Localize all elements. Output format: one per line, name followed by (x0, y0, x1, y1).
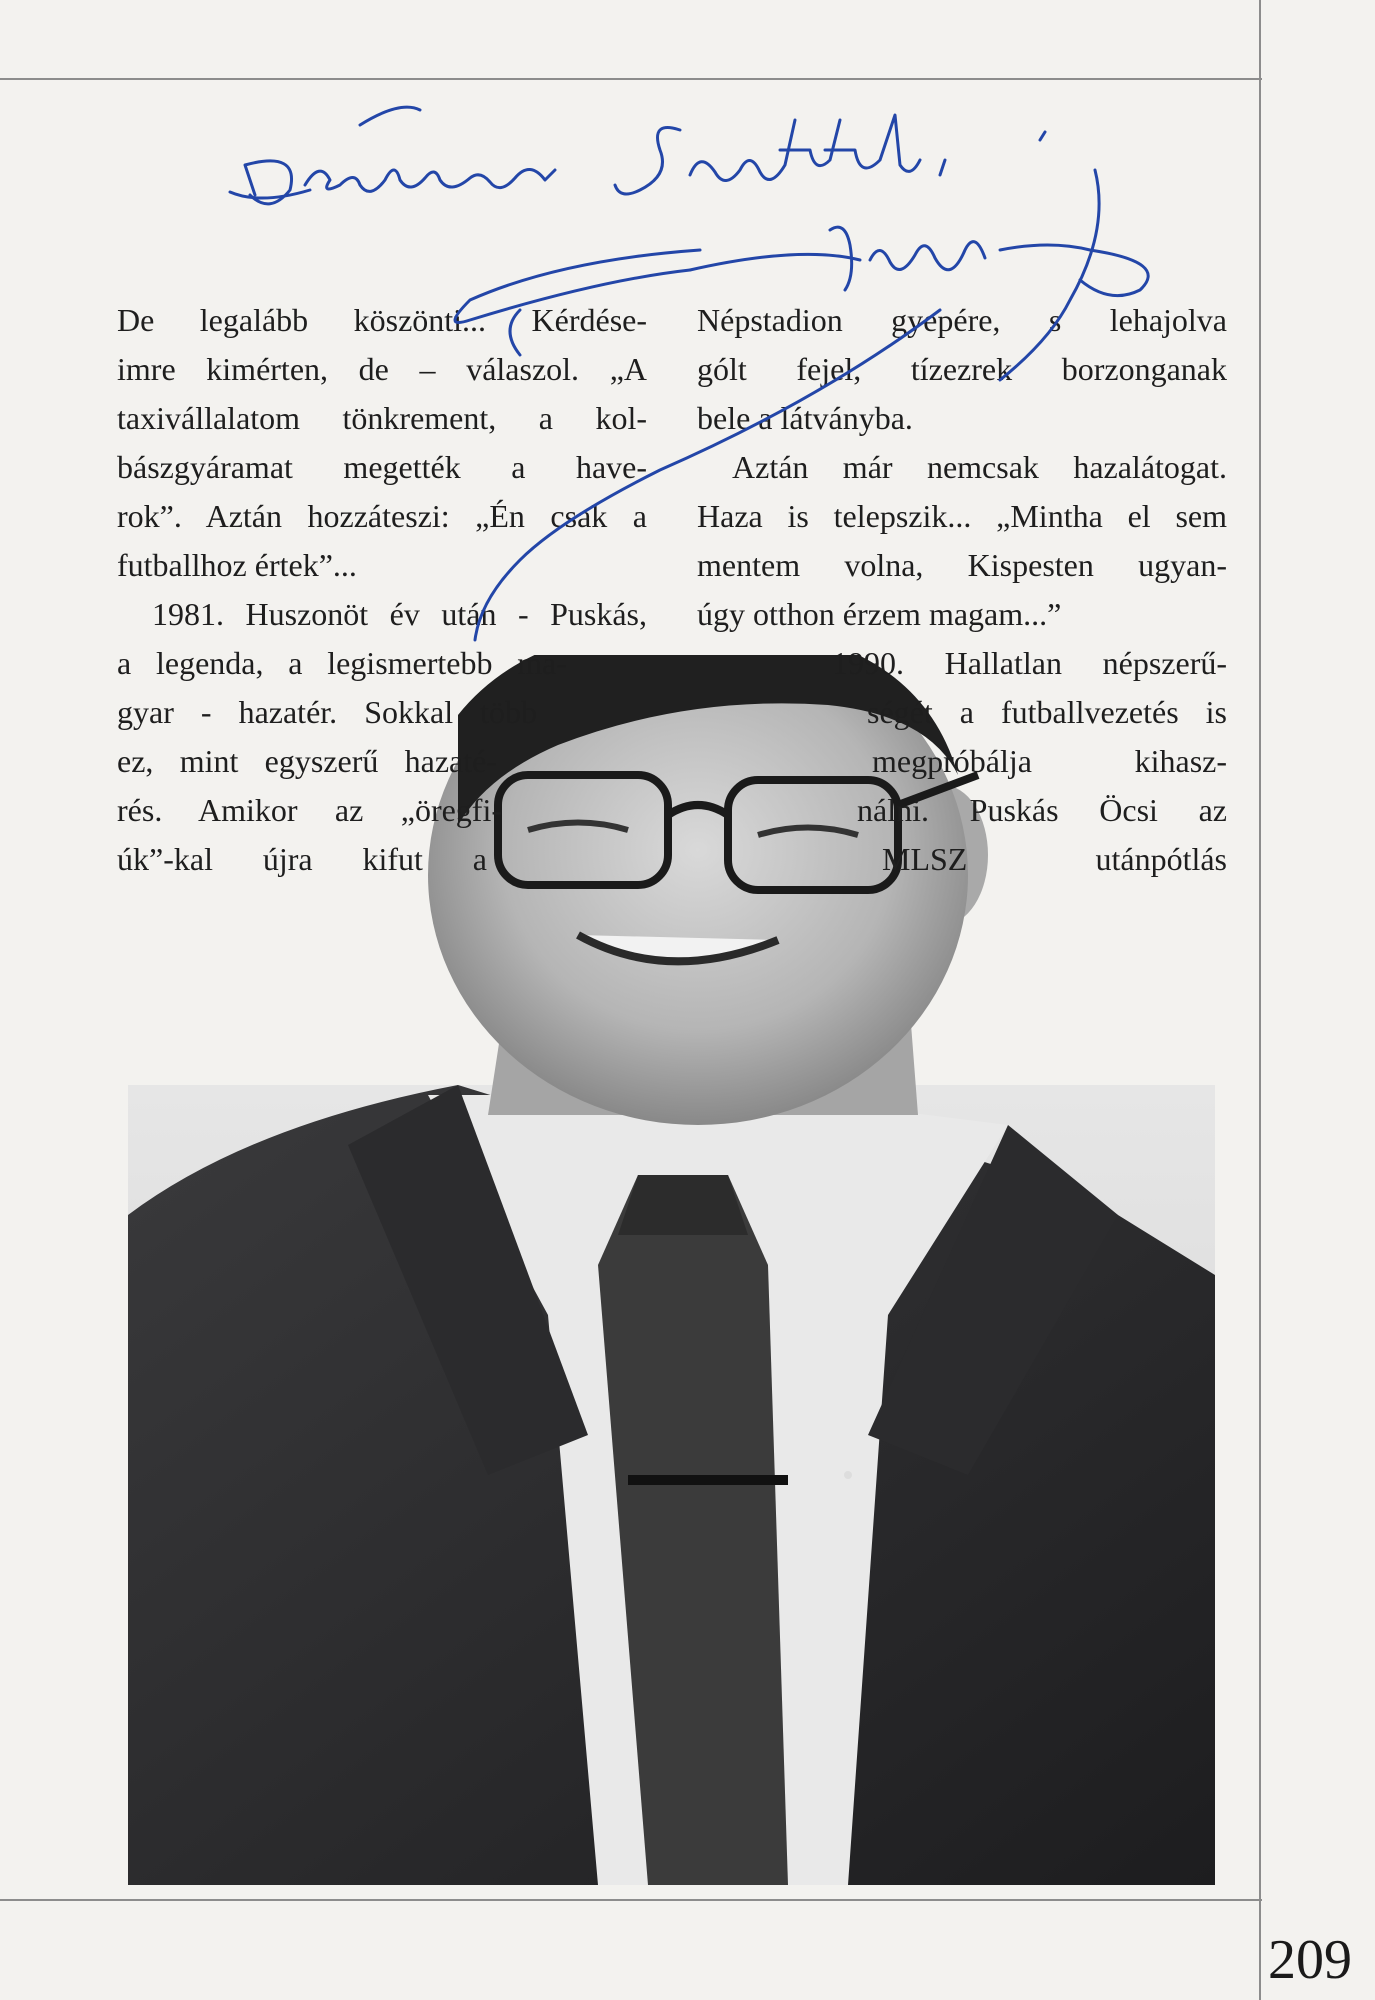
text-line: De legalább köszönti... Kérdése- (117, 302, 647, 338)
text-line: taxivállalatom tönkrement, a kol- (117, 400, 647, 436)
right-rule (1259, 0, 1261, 2000)
page-number: 209 (1268, 1929, 1352, 1991)
text-line: megpróbálja kihasz- (872, 743, 1227, 779)
text-line: futballhoz értek”... (117, 547, 357, 583)
text-line: a legenda, a legismertebb ma- (117, 645, 567, 681)
right-column (697, 296, 1227, 884)
text-line: MLSZ utánpótlás (882, 841, 1227, 877)
text-line: mentem volna, Kispesten ugyan- (697, 547, 1227, 583)
text-line: 1981. Huszonöt év után - Puskás, (152, 596, 647, 632)
left-column (117, 296, 647, 884)
text-line: rés. Amikor az „öregfi- (117, 792, 502, 828)
text-line: Aztán már nemcsak hazalátogat. (732, 449, 1227, 485)
text-line: bászgyáramat megették a have- (117, 449, 647, 485)
text-line: gólt fejel, tízezrek borzonganak (697, 351, 1227, 387)
text-line: nálni. Puskás Öcsi az (857, 792, 1227, 828)
top-rule (0, 78, 1262, 80)
bottom-rule (0, 1899, 1262, 1901)
text-line: rok”. Aztán hozzáteszi: „Én csak a (117, 498, 647, 534)
text-line: Haza is telepszik... „Mintha el sem (697, 498, 1227, 534)
text-line: Népstadion gyepére, s lehajolva (697, 302, 1227, 338)
text-line: imre kimérten, de – válaszol. „A (117, 351, 647, 387)
text-line: bele a látványba. (697, 400, 913, 436)
text-line: 1990. Hallatlan népszerű- (832, 645, 1227, 681)
text-line: gyar - hazatér. Sokkal több (117, 694, 537, 730)
text-line: úgy otthon érzem magam...” (697, 596, 1062, 632)
text-line: ez, mint egyszerű hazaté- (117, 743, 497, 779)
text-line: úk”-kal újra kifut a (117, 841, 487, 877)
text-line: ségét a futballvezetés is (867, 694, 1227, 730)
